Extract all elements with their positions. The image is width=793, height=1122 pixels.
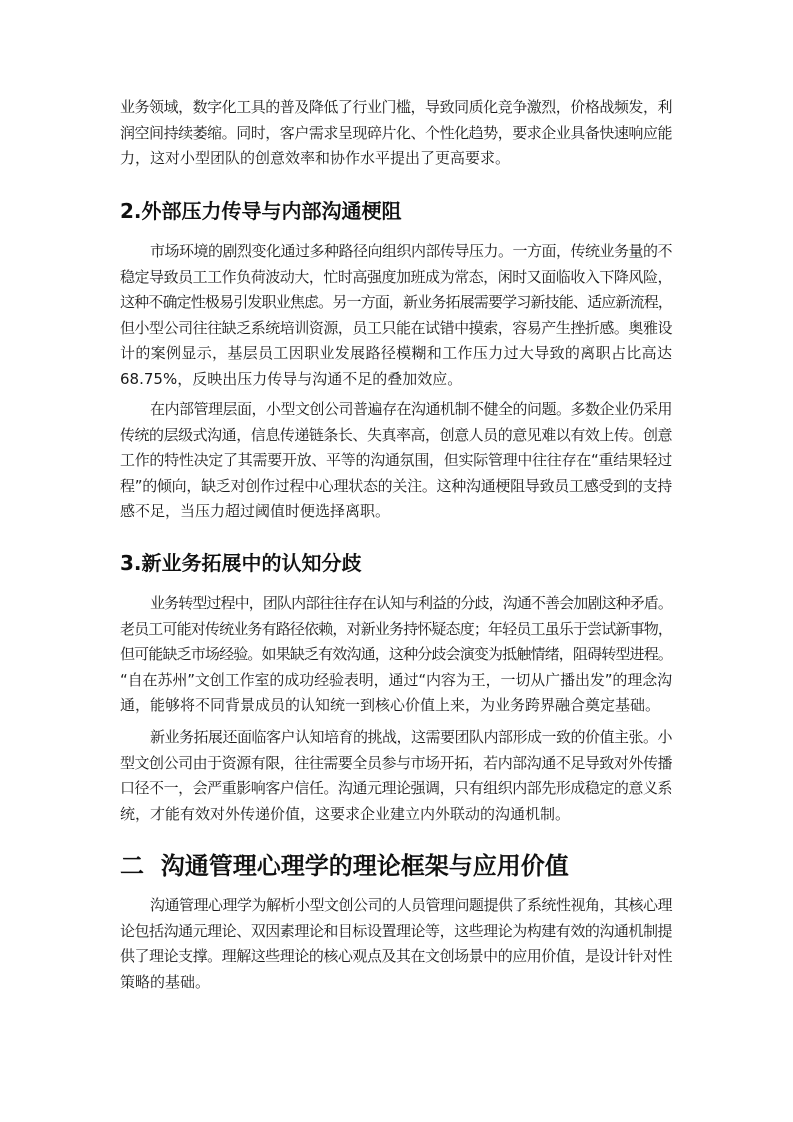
section-2-paragraph-1 — [120, 239, 672, 392]
paragraph-line: 供了理论支撑。理解这些理论的核心观点及其在文创场景中的应用价值，是设计针对性 — [120, 947, 672, 965]
paragraph-line: 口径不一，会严重影响客户信任。沟通元理论强调，只有组织内部先形成稳定的意义系 — [120, 779, 672, 797]
paragraph-line: 但可能缺乏市场经验。如果缺乏有效沟通，这种分歧会演变为抵触情绪，阻碍转型进程。 — [120, 645, 672, 663]
section-heading-2: 2.外部压力传导与内部沟通梗阻 — [120, 199, 402, 223]
paragraph-line: 新业务拓展还面临客户认知培育的挑战，这需要团队内部形成一致的价值主张。小 — [150, 728, 672, 746]
section-3-paragraph-1 — [120, 591, 672, 719]
paragraph-line: 工作的特性决定了其需要开放、平等的沟通氛围，但实际管理中往往存在“重结果轻过 — [120, 451, 672, 469]
paragraph-line: 统，才能有效对外传递价值，这要求企业建立内外联动的沟通机制。 — [120, 804, 571, 823]
paragraph-line: 程”的倾向，缺乏对创作过程中心理状态的关注。这种沟通梗阻导致员工感受到的支持 — [120, 476, 672, 495]
paragraph-line: 传统的层级式沟通，信息传递链条长、失真率高，创意人员的意见难以有效上传。创意 — [120, 425, 672, 444]
paragraph-line: 计的案例显示，基层员工因职业发展路径模糊和工作压力过大导致的离职占比高达 — [120, 344, 672, 362]
intro-paragraph — [120, 95, 672, 172]
paragraph-line: 稳定导致员工工作负荷波动大，忙时高强度加班成为常态，闲时又面临收入下降风险， — [120, 267, 672, 286]
paragraph-line: 通，能够将不同背景成员的认知统一到核心价值上来，为业务跨界融合奠定基础。 — [120, 696, 661, 714]
paragraph-line: 型文创公司由于资源有限，往往需要全员参与市场开拓，若内部沟通不足导致对外传播 — [120, 753, 672, 772]
paragraph-line: 力，这对小型团队的创意效率和协作水平提出了更高要求。 — [120, 149, 511, 167]
paragraph-line: 老员工可能对传统业务有路径依赖，对新业务持怀疑态度；年轻员工虽乐于尝试新事物， — [120, 619, 672, 638]
paragraph-line: 感不足，当压力超过阈值时便选择离职。 — [120, 502, 391, 520]
paragraph-line: 这种不确定性极易引发职业焦虑。另一方面，新业务拓展需要学习新技能、适应新流程， — [120, 293, 672, 311]
paragraph-line: 在内部管理层面，小型文创公司普遍存在沟通机制不健全的问题。多数企业仍采用 — [150, 400, 672, 418]
paragraph-line: 业务转型过程中，团队内部往往存在认知与利益的分歧，沟通不善会加剧这种矛盾。 — [150, 594, 672, 612]
paragraph-line: 但小型公司往往缺乏系统培训资源，员工只能在试错中摸索，容易产生挫折感。奥雅设 — [120, 318, 672, 337]
chapter-2-paragraph-1 — [120, 893, 672, 995]
paragraph-line: 策略的基础。 — [120, 972, 211, 991]
paragraph-line: 论包括沟通元理论、双因素理论和目标设置理论等，这些理论为构建有效的沟通机制提 — [120, 921, 672, 940]
paragraph-line: 市场环境的剧烈变化通过多种路径向组织内部传导压力。一方面，传统业务量的不 — [150, 242, 672, 260]
paragraph-line: 沟通管理心理学为解析小型文创公司的人员管理问题提供了系统性视角，其核心理 — [150, 896, 672, 914]
paragraph-line: “自在苏州”文创工作室的成功经验表明，通过“内容为王，一切从广播出发”的理念沟 — [120, 670, 672, 689]
section-3-paragraph-2 — [120, 725, 672, 827]
chapter-heading: 二 沟通管理心理学的理论框架与应用价值 — [120, 852, 569, 880]
paragraph-line: 润空间持续萎缩。同时，客户需求呈现碎片化、个性化趋势，要求企业具备快速响应能 — [120, 123, 672, 142]
paragraph-line: 业务领域，数字化工具的普及降低了行业门槛，导致同质化竞争激烈，价格战频发，利 — [120, 98, 672, 116]
section-heading-3: 3.新业务拓展中的认知分歧 — [120, 551, 362, 575]
paragraph-line: 68.75%，反映出压力传导与沟通不足的叠加效应。 — [120, 369, 463, 388]
section-2-paragraph-2 — [120, 397, 672, 525]
